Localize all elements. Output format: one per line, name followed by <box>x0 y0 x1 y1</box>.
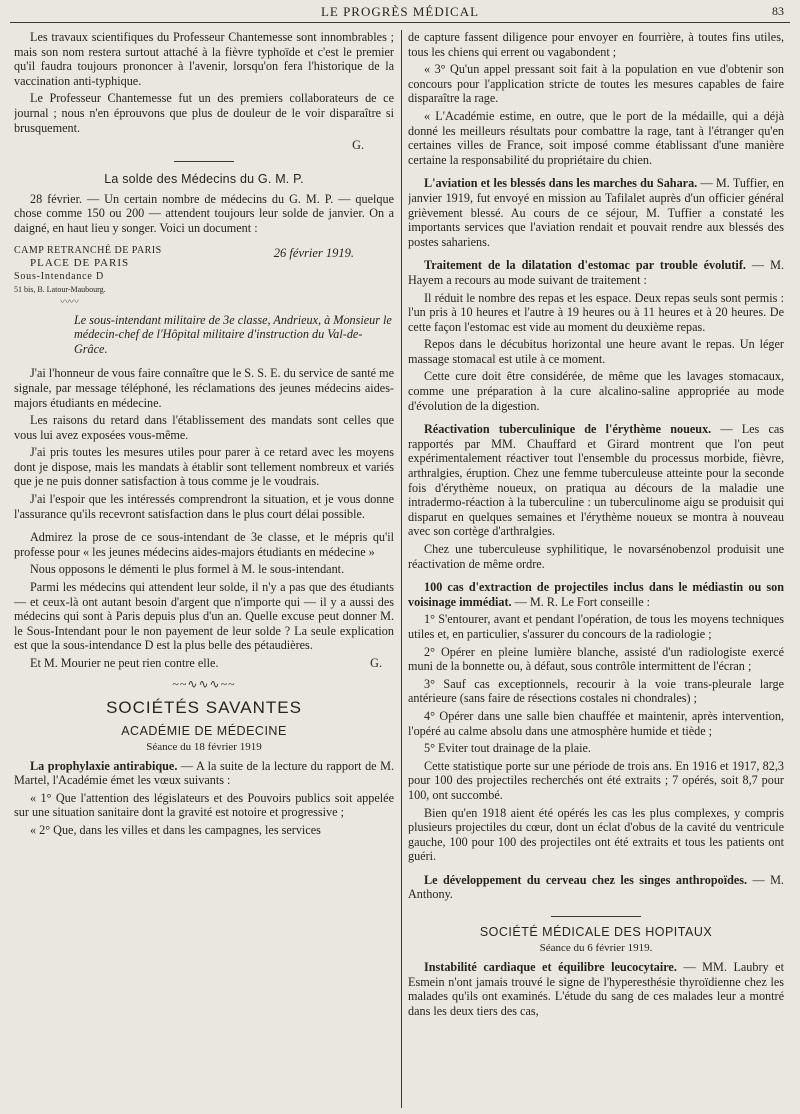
right-column <box>408 30 784 1108</box>
academie-title: ACADÉMIE DE MÉDECINE <box>121 723 287 738</box>
separator-rule <box>174 161 234 162</box>
voeu-2-continued: de capture fassent diligence pour envoyer en fourrière, à toutes fins utiles, tous les chiens qui errent ou vagabondent ; <box>408 30 784 59</box>
projectiles-1: 1° S'entourer, avant et pendant l'opération, de tous les moyens techniques utiles et, en particulier, s'assurer du concours de la radiologie ; <box>408 612 784 641</box>
comment-paragraph-1: Admirez la prose de ce sous-intendant de 3e classe, et le mépris qu'il professe pour « les jeunes médecins aides-majors étudiants en médecine » <box>14 530 394 559</box>
closing-line <box>14 656 394 671</box>
left-column <box>14 30 394 1108</box>
cerveau-text: — M. Anthony. <box>408 872 784 902</box>
projectiles-3: 3° Sauf cas exceptionnels, recourir à la voie trans-pleurale large antérieure (sans faire de résections costales ni chondrales) ; <box>408 676 784 706</box>
rage-lead: La prophylaxie antirabique. <box>30 758 178 773</box>
tuberculine-p2: Chez une tuberculeuse syphilitique, le novarsénobenzol produisit une réactivation de même ordre. <box>408 542 784 571</box>
projectiles-lead: 100 cas d'extraction de projectiles inclus dans le médiastin ou son voisinage immédiat. <box>408 580 784 609</box>
letterhead-camp: CAMP RETRANCHÉ DE PARIS <box>14 244 162 256</box>
projectiles-2: 2° Opérer en pleine lumière blanche, assisté d'un radiologiste exercé muni de la bonnette ou, à défaut, sous contrôle intermittent de l'écran ; <box>408 644 784 674</box>
letter-paragraph-2: Les raisons du retard dans l'établissement des mandats sont celles que vous lui avez exposées vous-même. <box>14 413 394 442</box>
projectiles-statistics-2: Bien qu'en 1918 aient été opérés les cas les plus complexes, y compris plusieurs projectiles du cœur, dont un éclat d'obus de la cavité du ventricule gauche, 100 pour 100 des projectiles ont été extraits et tous les patients ont guéri. <box>408 805 784 864</box>
medaille-paragraph: « L'Académie estime, en outre, que le port de la médaille, qui a déjà donné les meilleurs résultats pour combattre la rage, tant à l'étranger qu'en certaines villes de France, soit imposé comme établissant d'une manière certaine la responsabilité du propriétaire du chien. <box>408 108 784 167</box>
ornament-divider: ~~∿∿∿~~ <box>172 676 236 691</box>
chantemesse-paragraph-1: Les travaux scientifiques du Professeur Chantemesse sont innombrables ; mais son nom restera surtout attaché à la fièvre typhoïde et c'est le premier qu'il faudra toujours prononcer à l'avenir, lorsqu'on fera l'historique de la vaccination anti-typhique. <box>14 30 394 88</box>
voeu-1: « 1° Que l'attention des législateurs et des Pouvoirs publics soit appelée sur une situation sanitaire dont la gravité est notoire et progressive ; <box>14 790 394 820</box>
societes-savantes-title: SOCIÉTÉS SAVANTES <box>106 697 302 717</box>
solde-heading: La solde des Médecins du G. M. P. <box>104 171 304 186</box>
voeu-2: « 2° Que, dans les villes et dans les campagnes, les services <box>30 822 321 837</box>
chantemesse-paragraph-2: Le Professeur Chantemesse fut un des premiers collaborateurs de ce journal ; nous n'en éprouvons que plus de douleur de le voir disparaître si brusquement. <box>14 91 394 135</box>
dilatation-paragraph <box>408 258 784 287</box>
letterhead-office: Sous-Intendance D <box>14 270 104 282</box>
dilatation-text: — M. Hayem a recours au mode suivant de traitement : <box>408 258 784 287</box>
projectiles-5: 5° Eviter tout drainage de la plaie. <box>424 741 591 756</box>
letter-paragraph-1: J'ai l'honneur de vous faire connaître que le S. S. E. du service de santé me signale, par message téléphoné, les réclamations des jeunes médecins aides-majors étudiants en médecine. <box>14 366 394 410</box>
signature-g-2: G. <box>370 656 382 670</box>
dilatation-p2: Repos dans le décubitus horizontal une heure avant le repas. Un léger massage stomacal est utile à ce moment. <box>408 337 784 366</box>
comment-paragraph-2: Nous opposons le démenti le plus formel à M. le sous-intendant. <box>30 562 345 577</box>
dilatation-lead: Traitement de la dilatation d'estomac par trouble évolutif. <box>424 258 746 273</box>
journal-title: LE PROGRÈS MÉDICAL <box>320 4 480 19</box>
instabilite-paragraph <box>408 960 784 1018</box>
tuberculine-lead: Réactivation tuberculinique de l'érythème noueux. <box>424 422 712 437</box>
projectiles-4: 4° Opérer dans une salle bien chauffée et maintenir, après intervention, l'opéré au calme absolu dans une atmosphère humide et tiède ; <box>408 708 784 738</box>
running-head <box>10 0 790 23</box>
dilatation-p3: Cette cure doit être considérée, de même que les lavages stomacaux, comme une préparation à la cure alcalino-saline appropriée au mode d'évolution de la digestion. <box>408 369 784 413</box>
voeu-3: « 3° Qu'un appel pressant soit fait à la population en vue d'obtenir son concours pour l'application stricte de toutes les mesures capables de faire disparaître la rage. <box>408 62 784 106</box>
aviation-lead: L'aviation et les blessés dans les marches du Sahara. <box>424 176 698 191</box>
letterhead-block <box>14 244 162 309</box>
page-number: 83 <box>772 4 784 18</box>
seance-date-2: Séance du 6 février 1919. <box>539 942 653 955</box>
tuberculine-text: — Les cas rapportés par MM. Chauffard et Girard montrent que l'on peut expérimentalement réactiver tout l'ensemble du processus morbide, fièvre, arthralgies, éruption. Chez une femme tuberculeuse atteinte pour la seconde fois d'érythème noueux, on pratiqua au décours de la maladie une intradermo-réaction à la tuberculine : un tuberculinome aigu se produisit qui disparut en quelques semaines et l'érythème noueux se montra à nouveau avec son cortège d'arthralgies. <box>408 422 784 539</box>
comment-last-line: Et M. Mourier ne peut rien contre elle. <box>30 656 219 670</box>
seance-date-1: Séance du 18 février 1919 <box>146 740 262 753</box>
projectiles-paragraph <box>408 580 784 609</box>
rage-text: — A la suite de la lecture du rapport de M. Martel, l'Académie émet les vœux suivants : <box>14 758 394 788</box>
rage-paragraph <box>14 759 394 788</box>
letterhead <box>14 244 394 309</box>
letter-paragraph-3: J'ai pris toutes les mesures utiles pour parer à ce retard avec les moyens dont je dispose, mais les mandats à établir sont tellement nombreux et variés que je ne puis donner satisfaction à tous comme je le voudrais. <box>14 445 394 489</box>
letterhead-address: 51 bis, B. Latour-Maubourg. <box>14 284 106 294</box>
aviation-paragraph <box>408 176 784 249</box>
cerveau-lead: Le développement du cerveau chez les singes anthropoïdes. <box>424 872 748 887</box>
letterhead-place: PLACE DE PARIS <box>30 256 130 269</box>
projectiles-statistics: Cette statistique porte sur une période de trois ans. En 1916 et 1917, 82,3 pour 100 des projectiles recherchés ont été extraits ; 7 opérés, soit 8,7 pour 100, ont succombé. <box>408 758 784 802</box>
comment-paragraph-3: Parmi les médecins qui attendent leur solde, il n'y a pas que des étudiants — et ceux-là ont autant besoin d'argent que n'importe qui — il y a aussi des médecins qui sont à Paris depuis plus d'un an. Quelle excuse peut donner M. le Sous-Intendant pour le non payement de leur solde ? La seule explication est que la sous-intendance D est la plus belle des pétaudières. <box>14 580 394 653</box>
dilatation-p1: Il réduit le nombre des repas et les espace. Deux repas seuls sont permis : l'un pris à 10 heures et l'autre à 19 heures ou à 11 heures et à 20 heures. De cette façon l'estomac est vide au moment du deuxième repas. <box>408 290 784 334</box>
societe-hopitaux-title: SOCIÉTÉ MÉDICALE DES HOPITAUX <box>479 925 713 940</box>
instabilite-text: — MM. Laubry et Esmein n'ont jamais trouvé le signe de l'hyperesthésie thyroïdienne chez les malades qu'ils ont examinés. L'étude du sang de ces malades leur a montré dans les deux tiers des cas, <box>408 960 784 1018</box>
solde-intro: 28 février. — Un certain nombre de médecins du G. M. P. — quelque chose comme 150 ou 200 — attendent toujours leur solde de janvier. On a daigné, en haut lieu y songer. Voici un document : <box>14 191 394 235</box>
letter-date: 26 février 1919. <box>273 245 354 260</box>
squiggle-ornament: 〰〰 <box>60 296 78 308</box>
signature-g-1: G. <box>352 138 364 153</box>
column-divider <box>401 30 402 1108</box>
aviation-text: — M. Tuffier, en janvier 1919, fut envoyé en mission au Tafilalet auprès d'un officier général grièvement blessé. Au cours de ce séjour, M. Tuffier a constaté les importants services que l'aviation rendait et pouvait rendre aux blessés des postes sahariens. <box>408 176 784 249</box>
cerveau-paragraph <box>408 873 784 902</box>
letter-paragraph-4: J'ai l'espoir que les intéressés comprendront la situation, et je vous donne l'assurance qu'ils recevront satisfaction dans le plus court délai possible. <box>14 492 394 521</box>
projectiles-text: — M. R. Le Fort conseille : <box>511 594 651 609</box>
separator-rule-2 <box>551 916 641 917</box>
tuberculine-paragraph <box>408 422 784 539</box>
instabilite-lead: Instabilité cardiaque et équilibre leucocytaire. <box>424 960 677 975</box>
letter-address: Le sous-intendant militaire de 3e classe, Andrieux, à Monsieur le médecin-chef de l'Hôpital militaire d'instruction du Val-de-Grâce. <box>74 312 392 356</box>
